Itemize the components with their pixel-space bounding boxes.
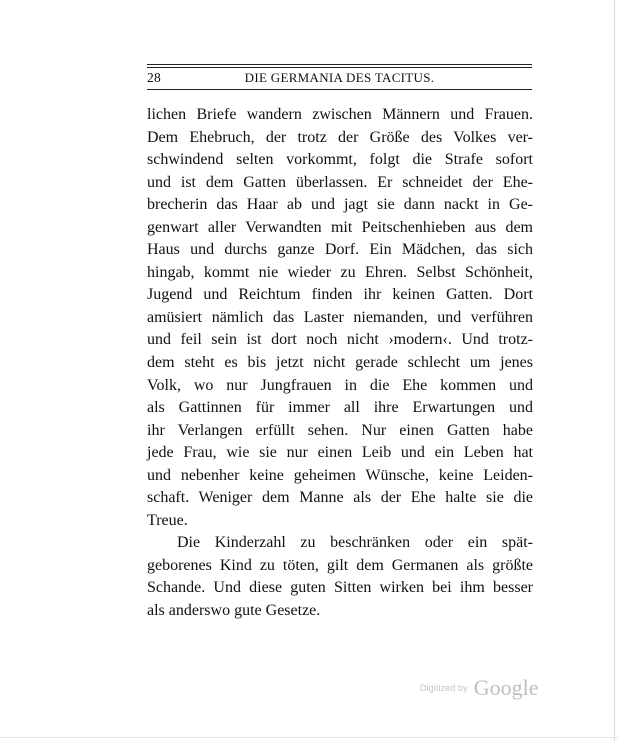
text-line: genwart aller Verwandten mit Peitschenhieben aus dem xyxy=(147,218,533,236)
running-head xyxy=(147,64,532,90)
page-edge-right xyxy=(614,0,615,741)
text-line: dem steht es bis jetzt nicht gerade schlecht um jenes xyxy=(147,354,533,372)
digitized-by-watermark xyxy=(420,675,539,705)
page-number: 28 xyxy=(147,70,161,85)
text-line: jede Frau, wie sie nur einen Leib und ein Leben hat xyxy=(147,444,533,462)
text-line: geborenes Kind zu töten, gilt dem Germanen als größte xyxy=(147,556,533,574)
text-line: Treue. xyxy=(147,511,188,529)
paragraph-1 xyxy=(147,104,533,532)
text-line: brecherin das Haar ab und jagt sie dann nackt in Ge- xyxy=(147,196,533,214)
text-line: Haus und durchs ganze Dorf. Ein Mädchen, das sich xyxy=(147,241,533,259)
watermark-prefix: Digitized by xyxy=(420,683,468,693)
page-edge-bottom xyxy=(0,737,618,738)
text-line: amüsiert nämlich das Laster niemanden, und verführen xyxy=(147,308,533,326)
text-line: und feil sein ist dort noch nicht ›modern‹. Und trotz- xyxy=(147,331,533,349)
text-line: und nebenher keine geheimen Wünsche, keine Leiden- xyxy=(147,466,533,484)
body-text xyxy=(147,104,533,623)
text-line: schaft. Weniger dem Manne als der Ehe halte sie die xyxy=(147,489,533,507)
text-line: ihr Verlangen erfüllt sehen. Nur einen Gatten habe xyxy=(147,421,533,439)
google-logo: Google xyxy=(473,675,539,700)
text-line: Schande. Und diese guten Sitten wirken bei ihm besser xyxy=(147,579,533,597)
text-line: lichen Briefe wandern zwischen Männern und Frauen. xyxy=(147,106,533,123)
text-line: Die Kinderzahl zu beschränken oder ein spät- xyxy=(177,534,533,552)
text-line: als anderswo gute Gesetze. xyxy=(147,602,321,620)
text-line: Volk, wo nur Jungfrauen in die Ehe kommen und xyxy=(147,376,533,394)
paragraph-2 xyxy=(147,532,533,622)
running-title: DIE GERMANIA DES TACITUS. xyxy=(244,70,435,85)
text-line: hingab, kommt nie wieder zu Ehren. Selbst Schönheit, xyxy=(147,263,533,281)
text-line: als Gattinnen für immer all ihre Erwartungen und xyxy=(147,399,533,417)
text-line: Dem Ehebruch, der trotz der Größe des Volkes ver- xyxy=(147,128,533,146)
text-line: schwindend selten vorkommt, folgt die Strafe sofort xyxy=(147,151,533,169)
text-line: und ist dem Gatten überlassen. Er schneidet der Ehe- xyxy=(147,173,533,191)
text-line: Jugend und Reichtum finden ihr keinen Gatten. Dort xyxy=(147,286,533,304)
